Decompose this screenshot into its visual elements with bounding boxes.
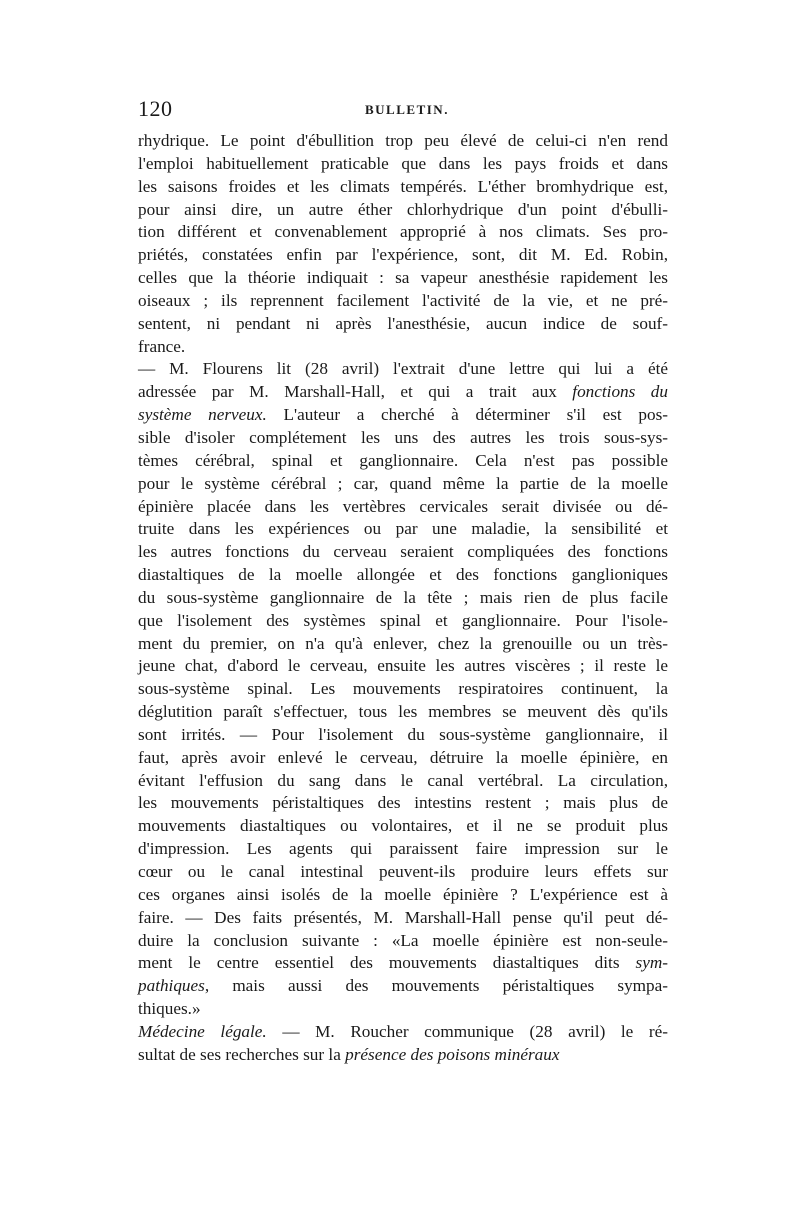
text-line bbox=[138, 884, 668, 907]
text-line bbox=[138, 815, 668, 838]
text-run: adressée par M. Marshall-Hall, et qui a trait aux bbox=[138, 382, 573, 402]
text-line bbox=[138, 633, 668, 656]
text-run: oiseaux ; ils reprennent facilement l'activité de la vie, et ne pré- bbox=[138, 290, 668, 310]
text-run: diastaltiques de la moelle allongée et des fonctions ganglioniques bbox=[138, 565, 668, 585]
text-run: , mais aussi des mouvements péristaltiques sympa- bbox=[204, 976, 668, 996]
text-line bbox=[138, 930, 668, 953]
paragraph bbox=[138, 1021, 668, 1067]
page-number: 120 bbox=[138, 96, 173, 121]
text-line bbox=[138, 998, 668, 1021]
paragraph bbox=[138, 358, 668, 1020]
text-run: priétés, constatées enfin par l'expérience, sont, dit M. Ed. Robin, bbox=[138, 245, 668, 265]
text-line bbox=[138, 1044, 668, 1067]
text-run: sous-système spinal. Les mouvements respiratoires continuent, la bbox=[138, 679, 668, 699]
text-run: pour ainsi dire, un autre éther chlorhydrique d'un point d'ébulli- bbox=[138, 199, 668, 219]
text-line bbox=[138, 678, 668, 701]
text-run: tion différent et convenablement approprié à nos climats. Ses pro- bbox=[138, 222, 668, 242]
italic-text: présence des poisons minéraux bbox=[345, 1044, 560, 1064]
text-line bbox=[138, 199, 668, 222]
text-line bbox=[138, 610, 668, 633]
text-line bbox=[138, 655, 668, 678]
text-run: celles que la théorie indiquait : sa vapeur anesthésie rapidement les bbox=[138, 268, 668, 288]
text-line bbox=[138, 861, 668, 884]
text-run: — M. Roucher communique (28 avril) le ré- bbox=[266, 1021, 669, 1041]
text-line bbox=[138, 381, 668, 404]
italic-text: fonctions du bbox=[572, 382, 668, 402]
text-run: évitant l'effusion du sang dans le canal vertébral. La circulation, bbox=[138, 770, 668, 790]
text-run: rhydrique. Le point d'ébullition trop peu élevé de celui-ci n'en rend bbox=[138, 131, 668, 150]
text-run: pour le système cérébral ; car, quand même la partie de la moelle bbox=[138, 473, 668, 493]
paragraph bbox=[138, 130, 668, 358]
text-line bbox=[138, 496, 668, 519]
text-run: ment le centre essentiel des mouvements diastaltiques dits bbox=[138, 953, 636, 973]
text-line bbox=[138, 541, 668, 564]
text-run: cœur ou le canal intestinal peuvent-ils produire leurs effets sur bbox=[138, 862, 668, 881]
text-line bbox=[138, 1021, 668, 1044]
text-run: ment du premier, on n'a qu'à enlever, chez la grenouille ou un très- bbox=[138, 633, 668, 653]
text-run: faut, après avoir enlevé le cerveau, détruire la moelle épinière, en bbox=[138, 747, 668, 767]
text-line bbox=[138, 244, 668, 267]
text-line bbox=[138, 838, 668, 861]
text-run: d'impression. Les agents qui paraissent faire impression sur le bbox=[138, 839, 668, 859]
text-line bbox=[138, 770, 668, 793]
text-run: jeune chat, d'abord le cerveau, ensuite les autres viscères ; il reste le bbox=[138, 656, 668, 676]
text-line bbox=[138, 564, 668, 587]
text-run: faire. — Des faits présentés, M. Marshall-Hall pense qu'il peut dé- bbox=[138, 907, 668, 927]
text-run: du sous-système ganglionnaire de la tête ; mais rien de plus facile bbox=[138, 587, 668, 607]
text-run: les saisons froides et les climats tempérés. L'éther bromhydrique est, bbox=[138, 176, 668, 196]
text-run: truite dans les expériences ou par une maladie, la sensibilité et bbox=[138, 519, 668, 539]
text-line bbox=[138, 747, 668, 770]
text-line bbox=[138, 221, 668, 244]
italic-text: pathiques bbox=[138, 976, 205, 996]
text-run: les mouvements péristaltiques des intestins restent ; mais plus de bbox=[138, 793, 668, 813]
text-run: sultat de ses recherches sur la bbox=[138, 1044, 346, 1064]
text-line bbox=[138, 587, 668, 610]
text-line bbox=[138, 518, 668, 541]
text-run: duire la conclusion suivante : «La moelle épinière est non-seule- bbox=[138, 930, 668, 950]
text-run: ces organes ainsi isolés de la moelle épinière ? L'expérience est à bbox=[138, 884, 668, 904]
text-line bbox=[138, 975, 668, 998]
text-run: que l'isolement des systèmes spinal et ganglionnaire. Pour l'isole- bbox=[138, 610, 668, 630]
text-run: sont irrités. — Pour l'isolement du sous-système ganglionnaire, il bbox=[138, 724, 668, 744]
text-line bbox=[138, 176, 668, 199]
text-run: france. bbox=[138, 336, 186, 356]
text-line bbox=[138, 473, 668, 496]
page bbox=[138, 96, 668, 1067]
text-line bbox=[138, 313, 668, 336]
text-run: sible d'isoler complétement les uns des autres les trois sous-sys- bbox=[138, 427, 668, 447]
text-line bbox=[138, 130, 668, 153]
text-run: les autres fonctions du cerveau seraient compliquées des fonctions bbox=[138, 542, 668, 562]
italic-text: sym- bbox=[635, 953, 668, 973]
text-line bbox=[138, 358, 668, 381]
italic-text: système nerveux. bbox=[138, 405, 267, 425]
italic-text: Médecine légale. bbox=[138, 1021, 267, 1041]
text-line bbox=[138, 952, 668, 975]
text-run: L'auteur a cherché à déterminer s'il est pos- bbox=[266, 405, 668, 425]
text-run: sentent, ni pendant ni après l'anesthésie, aucun indice de souf- bbox=[138, 313, 668, 333]
text-line bbox=[138, 267, 668, 290]
text-run: l'emploi habituellement praticable que dans les pays froids et dans bbox=[138, 153, 668, 173]
text-line bbox=[138, 427, 668, 450]
text-run: déglutition paraît s'effectuer, tous les membres se meuvent dès qu'ils bbox=[138, 702, 668, 722]
text-line bbox=[138, 724, 668, 747]
text-line bbox=[138, 701, 668, 724]
text-line bbox=[138, 792, 668, 815]
text-line bbox=[138, 404, 668, 427]
text-line bbox=[138, 450, 668, 473]
text-run: tèmes cérébral, spinal et ganglionnaire. Cela n'est pas possible bbox=[138, 450, 668, 470]
text-line bbox=[138, 907, 668, 930]
text-line bbox=[138, 290, 668, 313]
text-line bbox=[138, 336, 668, 359]
running-head: BULLETIN. bbox=[365, 102, 449, 117]
text-run: — M. Flourens lit (28 avril) l'extrait d'une lettre qui lui a été bbox=[138, 359, 668, 379]
text-line bbox=[138, 153, 668, 176]
text-run: thiques.» bbox=[138, 999, 201, 1019]
page-header bbox=[138, 96, 668, 130]
body-text bbox=[138, 130, 668, 1067]
text-run: épinière placée dans les vertèbres cervicales serait divisée ou dé- bbox=[138, 496, 668, 516]
text-run: mouvements diastaltiques ou volontaires, et il ne se produit plus bbox=[138, 816, 668, 836]
